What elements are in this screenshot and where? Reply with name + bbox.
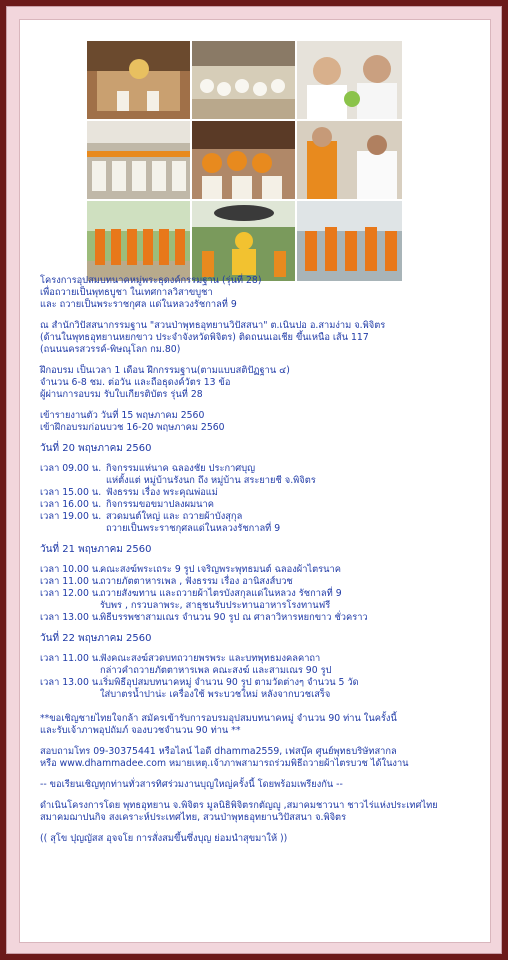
training-line-2: จำนวน 6-8 ชม. ต่อวัน และถือธุดงค์วัตร 13 ข้อ xyxy=(40,377,231,388)
contact-line-2: หรือ www.dhammadee.com หมายเหตุ.เจ้าภาพสามารถร่วมพิธีถวายผ้าไตรบวช ได้ในงาน xyxy=(40,758,409,769)
ordination-hall-photo xyxy=(87,41,190,119)
header-line-2: เพื่อถวายเป็นพุทธบูชา ในเทศกาลวิสาขบูชา xyxy=(40,287,213,298)
monks-gathering-photo xyxy=(192,121,295,199)
monk-receiving-photo xyxy=(297,121,402,199)
pretrain-date: เข้าฝึกอบรมก่อนบวช 16-20 พฤษภาคม 2560 xyxy=(40,422,225,433)
schedule-row: แห่ตั้งแต่ หมู่บ้านรังนก ถึง หมู่บ้าน สระยายชี จ.พิจิตร xyxy=(106,475,316,486)
seated-monks-photo xyxy=(87,121,190,199)
schedule-row: เวลา 12.00 น. ถวายสังฆทาน และถวายผ้าไตรบังสกุลแด่ในหลวง รัชกาลที่ 9 xyxy=(40,588,342,599)
schedule-row: กล่าวคำถวายภัตตาหารเพล คณะสงฆ์ และสามเณร 90 รูป xyxy=(100,665,332,676)
schedule-row: ใส่บาตรน้ำปาน่ะ เครื่องใช้ พระบวชใหม่ หลังจากบวชเสร็จ xyxy=(100,689,331,700)
training-line-3: ผู้ผ่านการอบรม รับใบเกียรติบัตร รุ่นที่ 28 xyxy=(40,389,203,400)
schedule-row: เวลา 09.00 น. กิจกรรมแห่นาค ฉลองชัย ประกาศบุญ xyxy=(40,463,256,474)
schedule-row: เวลา 10.00 น. คณะสงฆ์พระเถระ 9 รูป เจริญพระพุทธมนต์ ฉลองผ้าไตรนาค xyxy=(40,564,341,575)
announcement-text xyxy=(40,275,485,845)
walking-monks-photo xyxy=(87,201,190,281)
schedule-row: ถวายเป็นพระราชกุศลแด่ในหลวงรัชกาลที่ 9 xyxy=(106,523,281,534)
organizers-line-2: สมาคมฌาปนกิจ สงเคราะห์ประเทศไทย, สวนป่าพุทธอุทยานวิปัสสนา จ.พิจิตร xyxy=(40,812,347,823)
schedule-row: เวลา 13.00 น. เริ่มพิธีอุปสมบทนาคหมู่ จำนวน 90 รูป ตามวัดต่างๆ จำนวน 5 วัด xyxy=(40,677,359,688)
training-line-1: ฝึกอบรม เป็นเวลา 1 เดือน ฝึกกรรมฐาน(ตามแบบสติปัฏฐาน ๔) xyxy=(40,365,290,376)
contact-line-1: สอบถามโทร 09-30375441 หรือไลน์ ไอดี dhamma2559, เฟสบุ๊ค ศูนย์พุทธบริษัทสากล xyxy=(40,746,397,757)
location-line-2: (ด้านในพุทธอุทยานหยกขาว ประจำจังหวัดพิจิตร) ติดถนนเอเชีย ขึ้นเหนือ เส้น 117 xyxy=(40,332,369,343)
day21-title: วันที่ 21 พฤษภาคม 2560 xyxy=(40,544,152,555)
organizers-line-1: ดำเนินโครงการโดย พุทธอุทยาน จ.พิจิตร มูลนิธิพิจิตรกตัญญู ,สมาคมชาวนา ชาวไร่แห่งประเทศไทย xyxy=(40,800,438,811)
blessing-line: (( สุโข ปุญญัสส อุจจโย การสั่งสมขึ้นซึ่งบุญ ย่อมนำสุขมาให้ )) xyxy=(40,833,288,844)
invite-line-1: **ขอเชิญชายไทยใจกล้า สมัครเข้ารับการอบรมอุปสมบทนาคหมู่ จำนวน 90 ท่าน ในครั้งนี้ xyxy=(40,713,397,724)
alms-procession-photo xyxy=(297,201,402,281)
day22-title: วันที่ 22 พฤษภาคม 2560 xyxy=(40,633,152,644)
announce-line: -- ขอเรียนเชิญทุกท่านทั่วสารทิศร่วมงานบุญใหญ่ครั้งนี้ โดยพร้อมเพรียงกัน -- xyxy=(40,779,343,790)
invite-line-2: และรับเจ้าภาพอุปถัมภ์ จองบวชจำนวน 90 ท่าน ** xyxy=(40,725,241,736)
schedule-row: รับพร , กรวบลาพระ, สาธุชนรับประทานอาหารโรงทานฟรี xyxy=(100,600,331,611)
poster-paper xyxy=(19,19,491,943)
schedule-row: เวลา 16.00 น. กิจกรรมขอขมาปลงผมนาค xyxy=(40,499,214,510)
schedule-row: เวลา 13.00 น. พิธีบรรพชาสามเณร จำนวน 90 รูป ณ ศาลาวิหารหยกขาว ชั่วคราว xyxy=(40,612,368,623)
report-date: เข้ารายงานตัว วันที่ 15 พฤษภาคม 2560 xyxy=(40,410,205,421)
schedule-row: เวลา 11.00 น. ถวายภัตตาหารเพล , ฟังธรรม เรื่อง อานิสงส์บวช xyxy=(40,576,293,587)
frame-inner-border xyxy=(6,6,502,954)
golden-buddha-photo xyxy=(192,201,295,281)
schedule-row: เวลา 15.00 น. ฟังธรรม เรื่อง พระคุณพ่อแม่ xyxy=(40,487,218,498)
location-line-3: (ถนนนครสวรรค์-พิษณุโลก กม.80) xyxy=(40,344,181,355)
location-line-1: ณ สำนักวิปัสสนากรรมฐาน "สวนป่าพุทธอุทยานวิปัสสนา" ต.เนินปอ อ.สามง่าม จ.พิจิตร xyxy=(40,320,386,331)
day20-title: วันที่ 20 พฤษภาคม 2560 xyxy=(40,443,152,454)
photo-collage xyxy=(87,41,402,281)
header-line-3: และ ถวายเป็นพระราชกุศล แด่ในหลวงรัชกาลที่ 9 xyxy=(40,299,237,310)
lay-people-hall-photo xyxy=(192,41,295,119)
offering-photo xyxy=(297,41,402,119)
header-line-1: โครงการอุปสมบทนาคหมู่พระธุดงค์กรรมฐาน (รุ่นที่ 28) xyxy=(40,275,262,286)
schedule-row: เวลา 19.00 น. สวดมนต์ใหญ่ และ ถวายผ้าบังสุกุล xyxy=(40,511,243,522)
schedule-row: เวลา 11.00 น. ฟังคณะสงฆ์สวดบทถวายพรพระ และบทพุทธมงคลคาถา xyxy=(40,653,321,664)
